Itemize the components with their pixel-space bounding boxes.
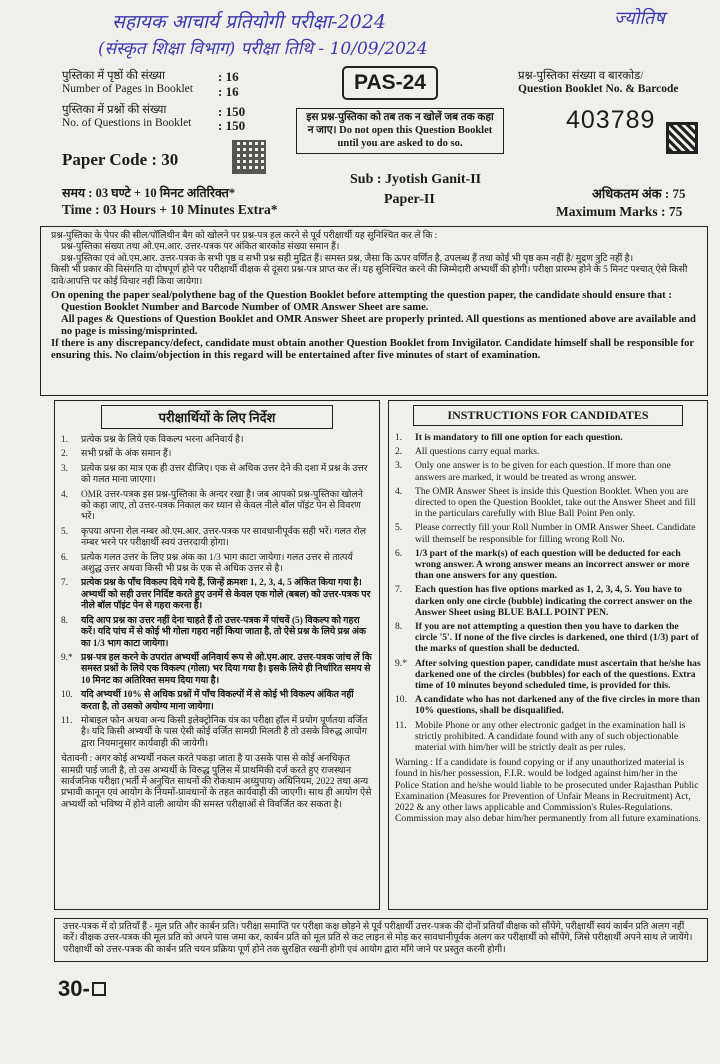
hindi-instructions-item [61,690,373,713]
questions-label-en: No. of Questions in Booklet [62,117,192,129]
item-number: 3. [395,460,403,472]
hindi-instructions-title: परीक्षार्थियों के लिए निर्देश [101,405,333,429]
pages-value: : 16 [218,69,239,84]
pages-label-en: Number of Pages in Booklet [62,83,193,95]
page-code [58,976,106,1002]
hindi-instructions-item [61,578,373,612]
english-instructions-item [395,486,701,520]
item-text: A candidate who has not darkened any of the five circles in more than 10% questions, shall be disqualified. [415,694,701,717]
handwritten-exam-date: (संस्कृत शिक्षा विभाग) परीक्षा तिथि - 10/09/2024 [98,39,428,59]
booklet-series-code: PAS-24 [342,66,438,100]
hindi-instructions-item [61,449,373,460]
hindi-instructions-item [61,653,373,687]
item-text: OMR उत्तर-पत्रक इस प्रश्न-पुस्तिका के अन्दर रखा है। जब आपको प्रश्न-पुस्तिका खोलने को कहा जाए, तो उत्तर-पत्रक निकाल कर ध्यान से केवल नीले बॉल पॉइंट पेन से विवरण भरें। [81,489,363,523]
booklet-number: 403789 [566,106,656,134]
subject-name: Sub : Jyotish Ganit-II [350,172,482,187]
item-number: 2. [61,449,68,460]
item-text: सभी प्रश्नों के अंक समान हैं। [81,449,172,460]
item-text: प्रत्येक प्रश्न के लिये एक विकल्प भरना अनिवार्य है। [81,435,244,445]
item-text: Mobile Phone or any other electronic gadget in the examination hall is strictly prohibited. A candidate found with any of such objectionable material with him/her will be strictly dealt as per rules. [415,719,686,754]
hindi-instructions-item [61,435,373,446]
item-number: 7. [61,578,68,589]
item-text: If you are not attempting a question then you have to darken the circle '5'. If none of the five circles is darkened, one third (1/3) part of the marks of question shall be deducted. [415,621,699,655]
item-text: All questions carry equal marks. [415,446,540,458]
opening-en-3: All pages & Questions of Question Booklet and OMR Answer Sheet are properly printed. All questions as mentioned above are available and no page is missing/misprinted. [61,314,696,338]
english-instructions-item [395,658,701,692]
english-instructions-item [395,720,701,754]
item-number: 1. [61,435,68,445]
item-text: Each question has five options marked as 1, 2, 3, 4, 5. You have to darken only one circle (bubble) indicating the correct answer on the Answer Sheet using BLUE BALL POINT PEN. [415,584,693,618]
questions-label-hi: पुस्तिका में प्रश्नों की संख्या [62,104,167,116]
item-number: 4. [395,485,403,497]
item-number: 8. [61,615,68,626]
item-number: 6. [61,552,68,563]
english-instructions-item [395,694,701,716]
square-icon [92,982,106,996]
item-number: 9.* [61,652,73,663]
max-marks-hi: अधिकतम अंक : 75 [592,186,686,201]
item-number: 5. [61,526,68,537]
hindi-instructions-item [61,616,373,650]
opening-en-4: If there is any discrepancy/defect, candidate must obtain another Question Booklet from Invigilator. Candidate himself shall be responsible for ensuring this. No claim/objection in this regard will be entertained after five minutes of start of examination. [51,338,694,362]
item-number: 8. [395,621,403,633]
item-number: 1. [395,432,403,443]
item-number: 10. [61,690,73,701]
hindi-instructions-item [61,527,373,550]
item-text: After solving question paper, candidate must ascertain that he/she has darkened one of the circles (bubbles) for each of the questions. Extra time of 10 minutes beyond scheduled time, is provided for this. [415,657,701,692]
hindi-instructions-item [61,716,373,750]
barcode-label [518,70,714,96]
item-text: प्रत्येक प्रश्न का मात्र एक ही उत्तर दीजिए। एक से अधिक उत्तर देने की दशा में प्रश्न के उत्तर को गलत माना जाएगा। [81,463,368,486]
opening-hi-3: प्रश्न-पुस्तिका एवं ओ.एम.आर. उत्तर-पत्रक के सभी पृष्ठ व सभी प्रश्न सही मुद्रित हैं। समस्त प्रश्न, जैसा कि ऊपर वर्णित है, उपलब्ध हैं तथा कोई भी पृष्ठ कम नहीं है/ मुद्रण त्रुटि नहीं है। [61,253,634,264]
item-text: यदि आप प्रश्न का उत्तर नहीं देना चाहते हैं तो उत्तर-पत्रक में पांचवें (5) विकल्प को गहरा करें। यदि पांच में से कोई भी गोला गहरा नहीं किया जाता है, तो ऐसे प्रश्न के लिये प्रश्न अंक का 1/3 भाग काटा जायेगा। [81,615,367,649]
item-text: प्रत्येक गलत उत्तर के लिए प्रश्न अंक का 1/3 भाग काटा जायेगा। गलत उत्तर से तात्पर्य अशुद्ध उत्तर अथवा किसी भी प्रश्न के एक से अधिक उत्तर से है। [81,552,353,575]
item-text: Only one answer is to be given for each question. If more than one answers are marked, it would be treated as wrong answer. [415,460,671,483]
hindi-instructions-item [61,464,373,487]
item-number: 2. [395,446,403,458]
pages-value-2: : 16 [218,84,239,99]
item-text: यदि अभ्यर्थी 10% से अधिक प्रश्नों में पाँच विकल्पों में से कोई भी विकल्प अंकित नहीं करता है, तो उसको अयोग्य माना जायेगा। [81,690,354,712]
item-number: 4. [61,489,68,500]
item-text: प्रश्न-पत्र हल करने के उपरांत अभ्यर्थी अनिवार्य रूप से ओ.एम.आर. उत्तर-पत्रक जांच लें कि समस्त प्रश्नों के लिये एक विकल्प (गोला) भर दिया गया है। इसके लिये ही निर्धारित समय से 10 मिनट का अतिरिक्त समय दिया गया है। [81,652,372,686]
hindi-instructions-item [61,553,373,576]
opening-en-2: Question Booklet Number and Barcode Number of OMR Answer Sheet are same. [61,302,429,314]
item-number: 11. [61,715,73,726]
hindi-warning: चेतावनी : अगर कोई अभ्यर्थी नकल करते पकड़ा जाता है या उसके पास से कोई अनधिकृत सामग्री पाई जाती है, तो उस अभ्यर्थी के विरुद्ध पुलिस में प्राथमिकी दर्ज करते हुए राजस्थान सार्वजनिक परीक्षा (भर्ती में अनुचित साधनों की रोकथाम अध्युपाय) अधिनियम, 2022 तथा अन्य प्रभावी कानून एवं आयोग के नियमों-प्रावधानों के तहत कार्यवाही की जाएगी। साथ ही आयोग ऐसे अभ्यर्थी को भविष्य में होने वाली आयोग की समस्त परीक्षाओं से विवर्जित कर सकता है। [61,754,372,810]
opening-en-1: On opening the paper seal/polythene bag of the Question Booklet before attempting the question paper, the candidate should ensure that : [51,290,672,302]
qr-code-right [666,122,698,154]
opening-hi-2: प्रश्न-पुस्तिका संख्या तथा ओ.एम.आर. उत्तर-पत्रक पर अंकित बारकोड संख्या समान हैं। [61,242,340,253]
qr-code-left [232,140,266,174]
english-instructions-title: INSTRUCTIONS FOR CANDIDATES [413,405,683,426]
english-instructions-item [395,621,701,655]
item-number: 11. [395,719,407,731]
english-instructions-item [395,522,701,544]
questions-value: : 150 [218,104,246,119]
opening-instructions-box [40,226,708,396]
item-text: Please correctly fill your Roll Number in OMR Answer Sheet. Candidate will themself be responsible for filling wrong Roll No. [415,522,696,545]
item-number: 5. [395,522,403,534]
english-instructions-item [395,584,701,618]
english-instructions-item [395,446,701,457]
time-en: Time : 03 Hours + 10 Minutes Extra* [62,202,278,217]
item-number: 7. [395,584,403,596]
page-code-text: 30- [58,976,90,1001]
pages-label-hi: पुस्तिका में पृष्ठों की संख्या [62,70,165,82]
barcode-label-hi: प्रश्न-पुस्तिका संख्या व बारकोड/ [518,70,644,82]
opening-hi-1: प्रश्न-पुस्तिका के पेपर की सील/पॉलिथीन बैग को खोलने पर प्रश्न-पत्र हल करने से पूर्व परीक्षार्थी यह सुनिश्चित कर लें कि : [51,231,438,241]
handwritten-subject-note: ज्योतिष [614,8,665,29]
item-text: मोबाइल फोन अथवा अन्य किसी इलेक्ट्रोनिक यंत्र का परीक्षा हॉल में प्रयोग पूर्णतया वर्जित है। यदि किसी अभ्यर्थी के पास ऐसी कोई वर्जित सामग्री मिलती है तो उसके विरुद्ध आयोग द्वारा नियमानुसार कार्यवाही की जायेगी। [81,715,368,749]
english-warning: Warning : If a candidate is found copying or if any unauthorized material is found in his/her possession, F.I.R. would be lodged against him/her in the Police Station and he/she would liable to be prosecuted under Rajasthan Public Examination (Measures for Prevention of Unfair Means in Recruitment) Act, 2022 & any other laws applicable and Commission's Rules-Regulations. Commission may also debar him/her permanently from all future examinations. [395,757,701,825]
paper-code: Paper Code : 30 [62,150,179,169]
item-number: 3. [61,463,68,474]
item-number: 9.* [395,657,407,669]
seal-notice: इस प्रश्न-पुस्तिका को तब तक न खोलें जब तक कहा न जाए। Do not open this Question Booklet until you are asked to do so. [296,108,504,154]
handwritten-exam-title: सहायक आचार्य प्रतियोगी परीक्षा-2024 [112,11,386,33]
hindi-instructions-panel [54,400,380,910]
hindi-instructions-item [61,490,373,524]
item-text: प्रत्येक प्रश्न के पाँच विकल्प दिये गये हैं, जिन्हें क्रमशः 1, 2, 3, 4, 5 अंकित किया गया है। अभ्यर्थी को सही उत्तर निर्दिष्ट करते हुए उनमें से केवल एक गोले (बबल) को उत्तर-पत्रक पर नीले बॉल पॉइंट पेन से गहरा करना है। [81,578,371,612]
english-instructions-item [395,460,701,482]
barcode-label-en: Question Booklet No. & Barcode [518,83,679,95]
max-marks-en: Maximum Marks : 75 [556,204,683,219]
item-number: 10. [395,694,407,706]
questions-value-2: : 150 [218,118,246,133]
english-instructions-panel [388,400,708,910]
item-text: 1/3 part of the mark(s) of each question will be deducted for each wrong answer. A wrong answer means an incorrect answer or more than one answers for any question. [415,547,690,582]
item-text: The OMR Answer Sheet is inside this Question Booklet. When you are directed to open the Question Booklet, take out the Answer Sheet and fill in the particulars carefully with Blue Ball Point Pen only. [415,485,696,520]
answer-sheet-note: उत्तर-पत्रक में दो प्रतियाँ हैं - मूल प्रति और कार्बन प्रति। परीक्षा समाप्ति पर परीक्षा कक्ष छोड़ने से पूर्व परीक्षार्थी उत्तर-पत्रक की दोनों प्रतियाँ वीक्षक को सौंपेंगे, परीक्षार्थी स्वयं कार्बन प्रति अलग नहीं करें। वीक्षक उत्तर-पत्रक की मूल प्रति को अपने पास जमा कर, कार्बन प्रति को मूल प्रति से कट लाइन से मोड़ कर सावधानीपूर्वक अलग कर परीक्षार्थी को सौंपेंगे, जिसे परीक्षार्थी अपने साथ ले जायेंगे। परीक्षार्थी को उत्तर-पत्रक की कार्बन प्रति चयन प्रक्रिया पूर्ण होने तक सुरक्षित रखनी होगी एवं आयोग द्वारा माँगे जाने पर प्रस्तुत करनी होगी। [54,918,708,962]
english-instructions-item [395,432,701,443]
paper-number: Paper-II [384,192,435,207]
item-text: कृपया अपना रोल नम्बर ओ.एम.आर. उत्तर-पत्रक पर सावधानीपूर्वक सही भरें। गलत रोल नम्बर भरने पर परीक्षार्थी स्वयं उत्तरदायी होगा। [81,526,367,549]
hindi-instructions-list [61,435,373,750]
time-hi: समय : 03 घण्टे + 10 मिनट अतिरिक्त* [62,186,236,200]
english-instructions-list [395,432,701,753]
item-text: It is mandatory to fill one option for each question. [415,432,623,443]
item-number: 6. [395,547,403,559]
opening-hi-4: किसी भी प्रकार की विसंगति या दोषपूर्ण होने पर परीक्षार्थी वीक्षक से दूसरा प्रश्न-पत्र प्राप्त कर लें। यह सुनिश्चित करने की जिम्मेदारी अभ्यर्थी की होगी। परीक्षा प्रारम्भ होने के 5 मिनट पश्चात् ऐसे किसी दावे/आपत्ति पर कोई विचार नहीं किया जायेगा। [51,265,688,287]
english-instructions-item [395,548,701,582]
